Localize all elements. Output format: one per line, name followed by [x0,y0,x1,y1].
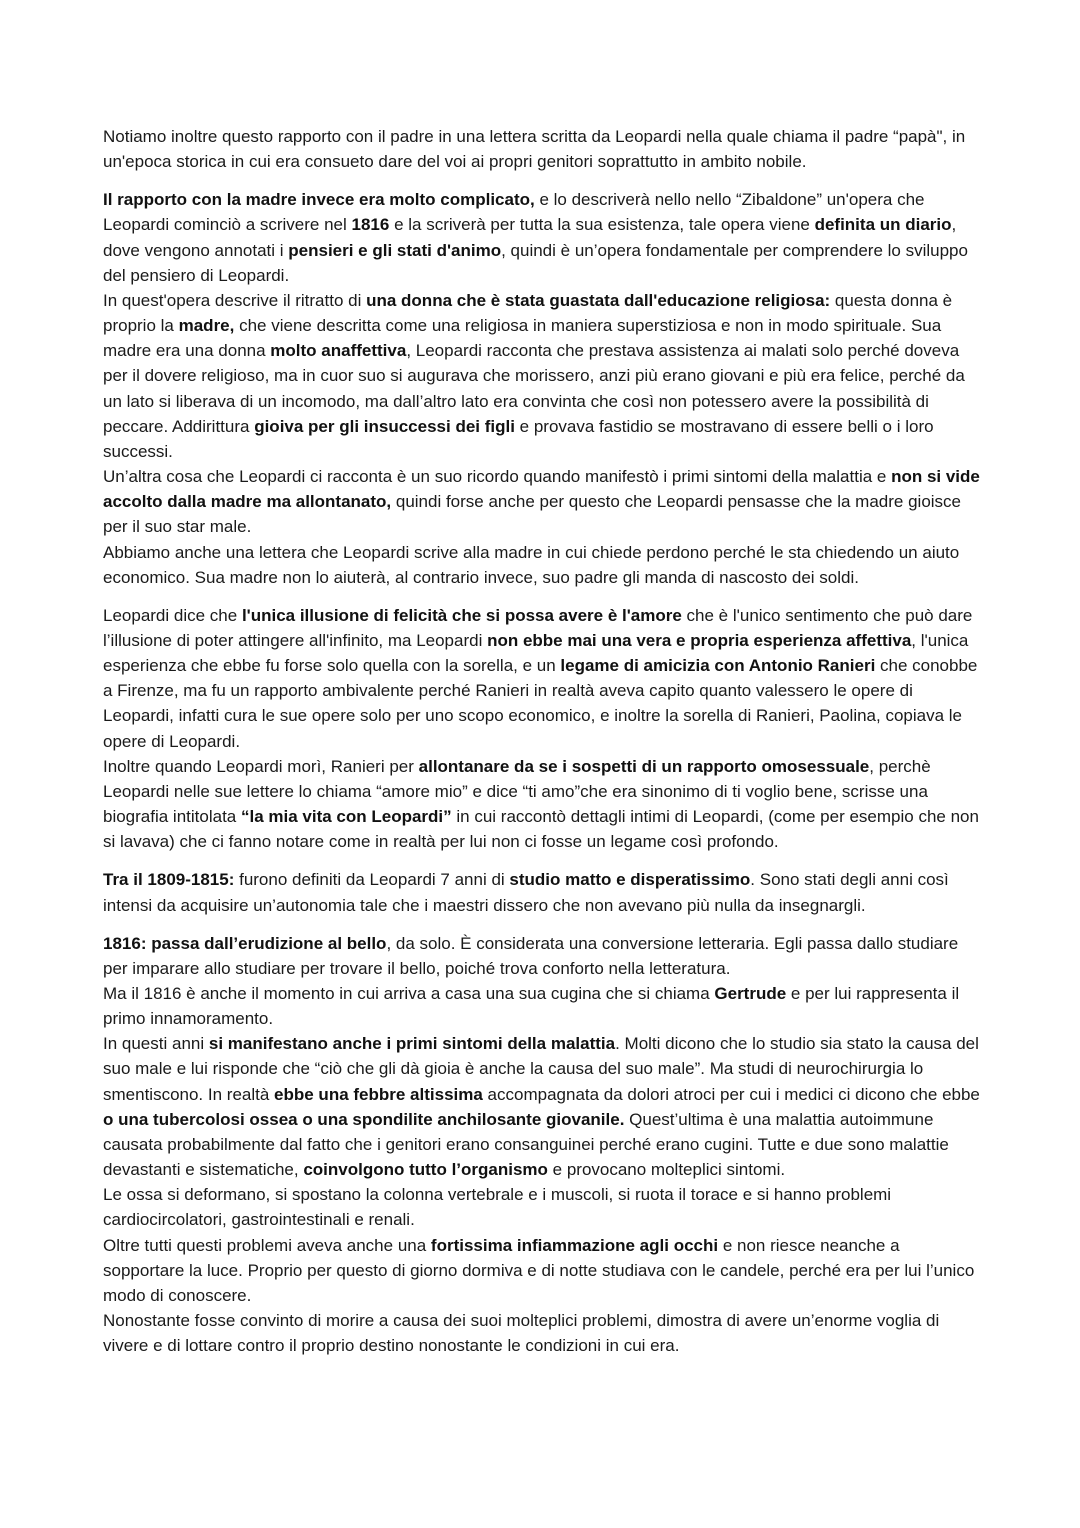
paragraph: 1816: passa dall’erudizione al bello, da solo. È considerata una conversione letteraria. Egli passa dallo studiare per imparare allo studiare per trovare il bello, poiché trova conforto nella letteratura. [103,933,959,978]
paragraph: Notiamo inoltre questo rapporto con il padre in una lettera scritta da Leopardi nella quale chiama il padre “papà", in un'epoca storica in cui era consueto dare del voi ai propri genitori soprattutto in ambito nobile. [103,127,966,172]
paragraph: Ma il 1816 è anche il momento in cui arriva a casa una sua cugina che si chiama Gertrude e per lui rappresenta il primo innamoramento. [103,984,960,1029]
block-mother [103,187,983,590]
paragraph: Oltre tutti questi problemi aveva anche una fortissima infiammazione agli occhi e non riesce neanche a sopportare la luce. Proprio per questo di giorno dormiva e di notte studiava con le candele, perché era per lui l’unico modo di conoscere. [103,1235,975,1305]
paragraph: Un’altra cosa che Leopardi ci racconta è un suo ricordo quando manifestò i primi sintomi della malattia e non si vide accolto dalla madre ma allontanato, quindi forse anche per questo che Leopardi pensasse che la madre gioisce per il suo star male. [103,467,980,537]
paragraph: Leopardi dice che l'unica illusione di felicità che si possa avere è l'amore che è l'unico sentimento che può dare l’illusione di poter attingere all'infinito, ma Leopardi non ebbe mai una vera e propria esperienza affettiva, l'unica esperienza che ebbe fu forse solo quella con la sorella, e un legame di amicizia con Antonio Ranieri che conobbe a Firenze, ma fu un rapporto ambivalente perché Ranieri in realtà aveva capito quanto valessero le opere di Leopardi, infatti cura le sue opere solo per uno scopo economico, e inoltre la sorella di Ranieri, Paolina, copiava le opere di Leopardi. [103,605,978,751]
document-page [103,124,983,1371]
block-study-years [103,867,983,917]
paragraph: Inoltre quando Leopardi morì, Ranieri per allontanare da se i sospetti di un rapporto omosessuale, perchè Leopardi nelle sue lettere lo chiama “amore mio” e dice “ti amo”che era sinonimo di ti voglio bene, scrisse una biografia intitolata “la mia vita con Leopardi” in cui raccontò dettagli intimi di Leopardi, (come per esempio che non si lavava) che ci fanno notare come in realtà per lui non ci fosse un legame così profondo. [103,756,979,852]
paragraph: Le ossa si deformano, si spostano la colonna vertebrale e i muscoli, si ruota il torace e si hanno problemi cardiocircolatori, gastrointestinali e renali. [103,1185,892,1230]
paragraph: In questi anni si manifestano anche i primi sintomi della malattia. Molti dicono che lo studio sia stato la causa del suo male e lui risponde che “ciò che gli dà gioia è anche la causa del suo male”. Ma studi di neurochirurgia lo smentiscono. In realtà ebbe una febbre altissima accompagnata da dolori atroci per cui i medici ci dicono che ebbe o una tubercolosi ossea o una spondilite anchilosante giovanile. Quest’ultima è una malattia autoimmune causata probabilmente dal fatto che i genitori erano consanguinei perché erano cugini. Tutte e due sono malattie devastanti e sistematiche, coinvolgono tutto l’organismo e provocano molteplici sintomi. [103,1034,980,1180]
paragraph: In quest'opera descrive il ritratto di una donna che è stata guastata dall'educazione religiosa: questa donna è proprio la madre, che viene descritta come una religiosa in maniera superstiziosa e non in modo spirituale. Sua madre era una donna molto anaffettiva, Leopardi racconta che prestava assistenza ai malati solo perché doveva per il dovere religioso, ma in cuor suo si augurava che morissero, anzi più erano giovani e più era felice, perché da un lato si liberava di un incomodo, ma dall’altro lato era convinta che così non potessero avere la possibilità di peccare. Addirittura gioiva per gli insuccessi dei figli e provava fastidio se mostravano di essere belli o i loro successi. [103,290,965,461]
paragraph: Il rapporto con la madre invece era molto complicato, e lo descriverà nello nello “Zibaldone” un'opera che Leopardi cominciò a scrivere nel 1816 e la scriverà per tutta la sua esistenza, tale opera viene definita un diario, dove vengono annotati i pensieri e gli stati d'animo, quindi è un’opera fondamentale per comprendere lo sviluppo del pensiero di Leopardi. [103,190,968,285]
paragraph: Tra il 1809-1815: furono definiti da Leopardi 7 anni di studio matto e disperatissimo. Sono stati degli anni così intensi da acquisire un’autonomia tale che i maestri dissero che non avevano più nulla da insegnargli. [103,870,949,915]
paragraph: Nonostante fosse convinto di morire a causa dei suoi molteplici problemi, dimostra di avere un’enorme voglia di vivere e di lottare contro il proprio destino nonostante le condizioni in cui era. [103,1311,940,1356]
block-1816-illness [103,931,983,1359]
block-father-letter [103,124,983,174]
block-love-ranieri [103,603,983,855]
paragraph: Abbiamo anche una lettera che Leopardi scrive alla madre in cui chiede perdono perché le sta chiedendo un aiuto economico. Sua madre non lo aiuterà, al contrario invece, suo padre gli manda di nascosto dei soldi. [103,542,960,587]
